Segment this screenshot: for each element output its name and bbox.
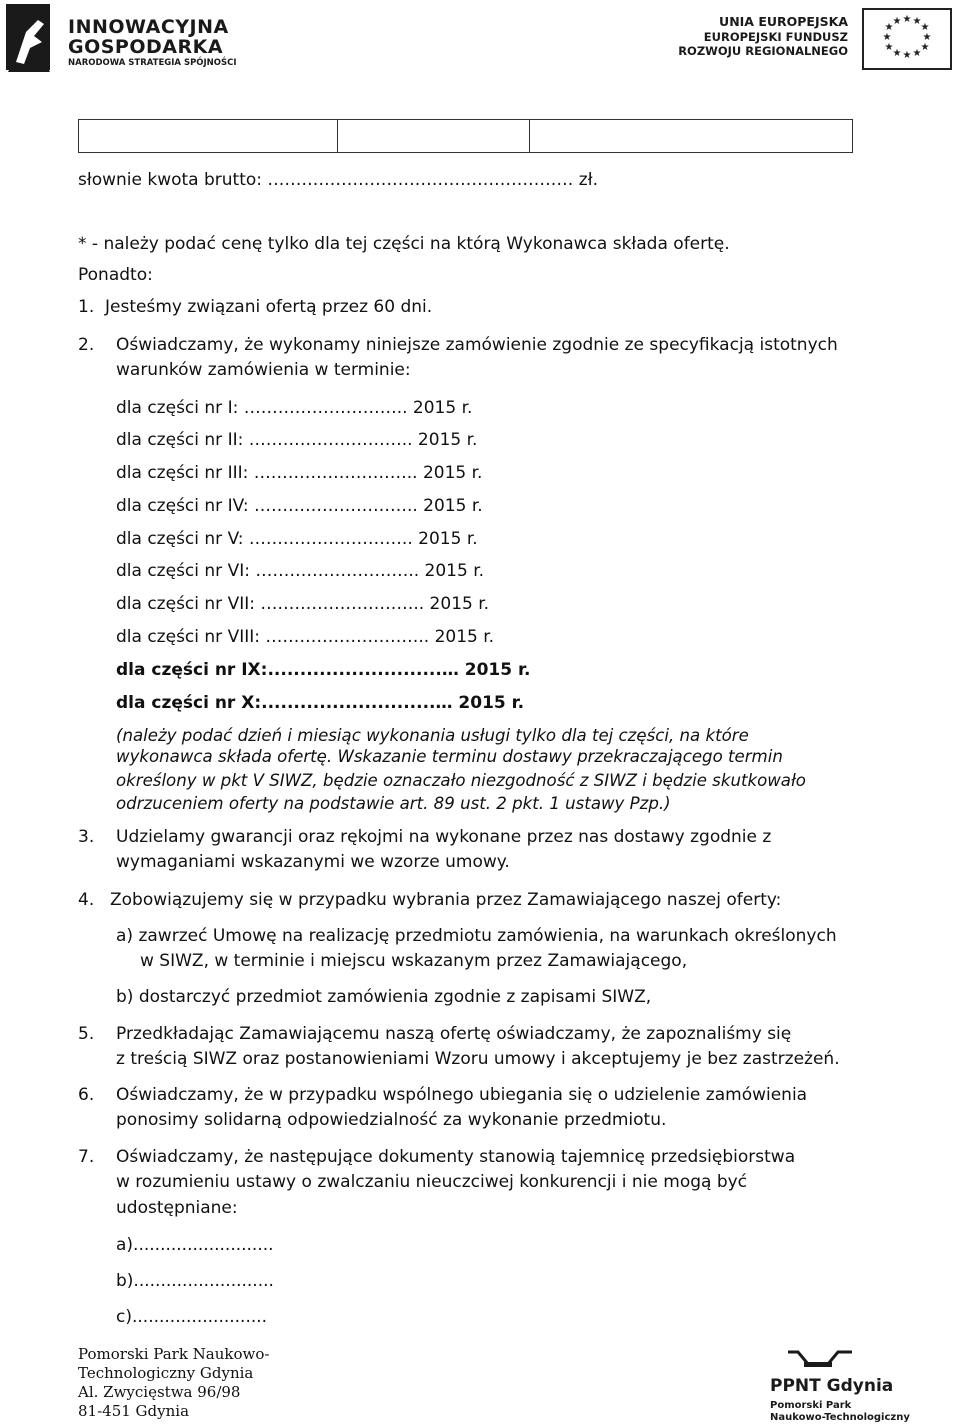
innowacyjna-gospodarka-logo — [4, 2, 244, 72]
point-number: 2. — [78, 335, 95, 355]
svg-text:★: ★ — [902, 14, 912, 25]
doc-item-a: a).......................... — [116, 1235, 274, 1255]
svg-text:★: ★ — [920, 22, 930, 33]
term-part-3: dla części nr III: ……………………….. 2015 r. — [116, 463, 483, 483]
point-7-cont1: w rozumieniu ustawy o zwalczaniu nieuczciwej konkurencji i nie mogą być — [116, 1172, 748, 1192]
point-7-cont2: udostępniane: — [116, 1198, 238, 1218]
term-part-10: dla części nr X:...........................… 2015 r. — [116, 693, 525, 713]
point-text: Oświadczamy, że wykonamy niniejsze zamówienie zgodnie ze specyfikacją istotnych — [116, 335, 838, 355]
ig-logo-line2: GOSPODARKA — [68, 36, 224, 58]
footer-line1: Pomorski Park Naukowo- — [78, 1345, 270, 1363]
point-4a-cont: w SIWZ, w terminie i miejscu wskazanym przez Zamawiającego, — [140, 951, 688, 971]
term-part-2: dla części nr II: ……………………….. 2015 r. — [116, 430, 478, 450]
table-cell — [529, 119, 853, 153]
eu-logo — [678, 2, 956, 72]
svg-text:★: ★ — [882, 32, 892, 43]
term-part-9: dla części nr IX:...........................… 2015 r. — [116, 660, 531, 680]
ppnt-logo — [768, 1346, 908, 1426]
ig-emblem-icon — [4, 2, 60, 72]
point-text: Oświadczamy, że w przypadku wspólnego ubiegania się o udzielenie zamówienia — [116, 1085, 808, 1105]
term-part-7: dla części nr VII: ……………………….. 2015 r. — [116, 594, 490, 614]
term-note-line4: odrzuceniem oferty na podstawie art. 89 ust. 2 pkt. 1 ustawy Pzp.) — [116, 794, 671, 813]
svg-text:★: ★ — [892, 16, 902, 27]
svg-text:★: ★ — [912, 16, 922, 27]
amount-in-words: słownie kwota brutto: ……………………………………………… zł. — [78, 170, 598, 190]
ig-logo-line1: INNOWACYJNA — [68, 16, 229, 38]
eu-logo-line1: UNIA EUROPEJSKA — [719, 14, 848, 29]
svg-text:★: ★ — [884, 42, 894, 53]
term-part-5: dla części nr V: ……………………….. 2015 r. — [116, 529, 478, 549]
svg-text:★: ★ — [920, 42, 930, 53]
point-number: 6. — [78, 1085, 95, 1105]
term-note-line2b: Wskazanie terminu dostawy przekraczającego termin — [337, 747, 783, 766]
svg-text:★: ★ — [912, 48, 922, 59]
svg-text:★: ★ — [902, 50, 912, 61]
table-cell — [78, 119, 338, 153]
ppnt-emblem-icon — [768, 1346, 898, 1376]
point-text: Przedkładając Zamawiającemu naszą ofertę oświadczamy, że zapoznaliśmy się — [116, 1024, 792, 1044]
term-note-line3: określony w pkt V SIWZ, będzie oznaczało niezgodność z SIWZ i będzie skutkowało — [116, 771, 806, 790]
point-6-cont: ponosimy solidarną odpowiedzialność za wykonanie przedmiotu. — [116, 1110, 667, 1130]
footer-line4: 81-451 Gdynia — [78, 1402, 190, 1420]
term-part-4: dla części nr IV: ……………………….. 2015 r. — [116, 496, 483, 516]
ppnt-logo-title: PPNT Gdynia — [770, 1376, 894, 1396]
term-note-line1: (należy podać dzień i miesiąc wykonania usługi tylko dla tej części, na które — [116, 726, 749, 745]
point-text: Udzielamy gwarancji oraz rękojmi na wykonane przez nas dostawy zgodnie z — [116, 827, 772, 847]
point-number: 1. — [78, 297, 95, 317]
ponadto-heading: Ponadto: — [78, 265, 153, 285]
point-text: Oświadczamy, że następujące dokumenty stanowią tajemnicę przedsiębiorstwa — [116, 1147, 796, 1167]
term-part-6: dla części nr VI: ……………………….. 2015 r. — [116, 561, 485, 581]
doc-item-c: c)......................... — [116, 1307, 268, 1327]
point-4b: b) dostarczyć przedmiot zamówienia zgodnie z zapisami SIWZ, — [116, 987, 652, 1007]
footer-line3: Al. Zwycięstwa 96/98 — [78, 1383, 241, 1401]
footer-line2: Technologiczny Gdynia — [78, 1364, 254, 1382]
ig-logo-line3: NARODOWA STRATEGIA SPÓJNOŚCI — [68, 58, 237, 68]
svg-text:★: ★ — [922, 32, 932, 43]
table-cell — [337, 119, 530, 153]
doc-item-b: b).......................... — [116, 1271, 274, 1291]
point-1 — [78, 295, 432, 319]
point-text: Jesteśmy związani ofertą przez 60 dni. — [105, 297, 433, 317]
ppnt-logo-sub2: Naukowo-Technologiczny — [770, 1412, 910, 1423]
svg-text:★: ★ — [884, 22, 894, 33]
term-part-1: dla części nr I: ……………………….. 2015 r. — [116, 398, 473, 418]
price-table-row — [78, 119, 852, 153]
point-2-cont: warunków zamówienia w terminie: — [116, 360, 411, 380]
eu-logo-line3: ROZWOJU REGIONALNEGO — [678, 44, 848, 58]
eu-logo-line2: EUROPEJSKI FUNDUSZ — [703, 30, 848, 44]
term-part-8: dla części nr VIII: ……………………….. 2015 r. — [116, 627, 495, 647]
svg-text:★: ★ — [892, 48, 902, 59]
ppnt-logo-sub1: Pomorski Park — [770, 1400, 852, 1411]
term-note-line2 — [116, 745, 783, 769]
term-note-line2a: wykonawca składa ofertę. — [116, 747, 333, 766]
point-number: 5. — [78, 1024, 95, 1044]
point-3-cont: wymaganiami wskazanymi we wzorze umowy. — [116, 852, 510, 872]
point-number: 4. — [78, 890, 95, 910]
point-5-cont: z treścią SIWZ oraz postanowieniami Wzoru umowy i akceptujemy je bez zastrzeżeń. — [116, 1049, 840, 1069]
eu-flag-icon — [862, 8, 952, 70]
point-text: Zobowiązujemy się w przypadku wybrania przez Zamawiającego naszej oferty: — [110, 890, 782, 910]
point-number: 3. — [78, 827, 95, 847]
price-note: * - należy podać cenę tylko dla tej części na którą Wykonawca składa ofertę. — [78, 234, 730, 254]
point-number: 7. — [78, 1147, 95, 1167]
point-4a: a) zawrzeć Umowę na realizację przedmiotu zamówienia, na warunkach określonych — [116, 926, 837, 946]
